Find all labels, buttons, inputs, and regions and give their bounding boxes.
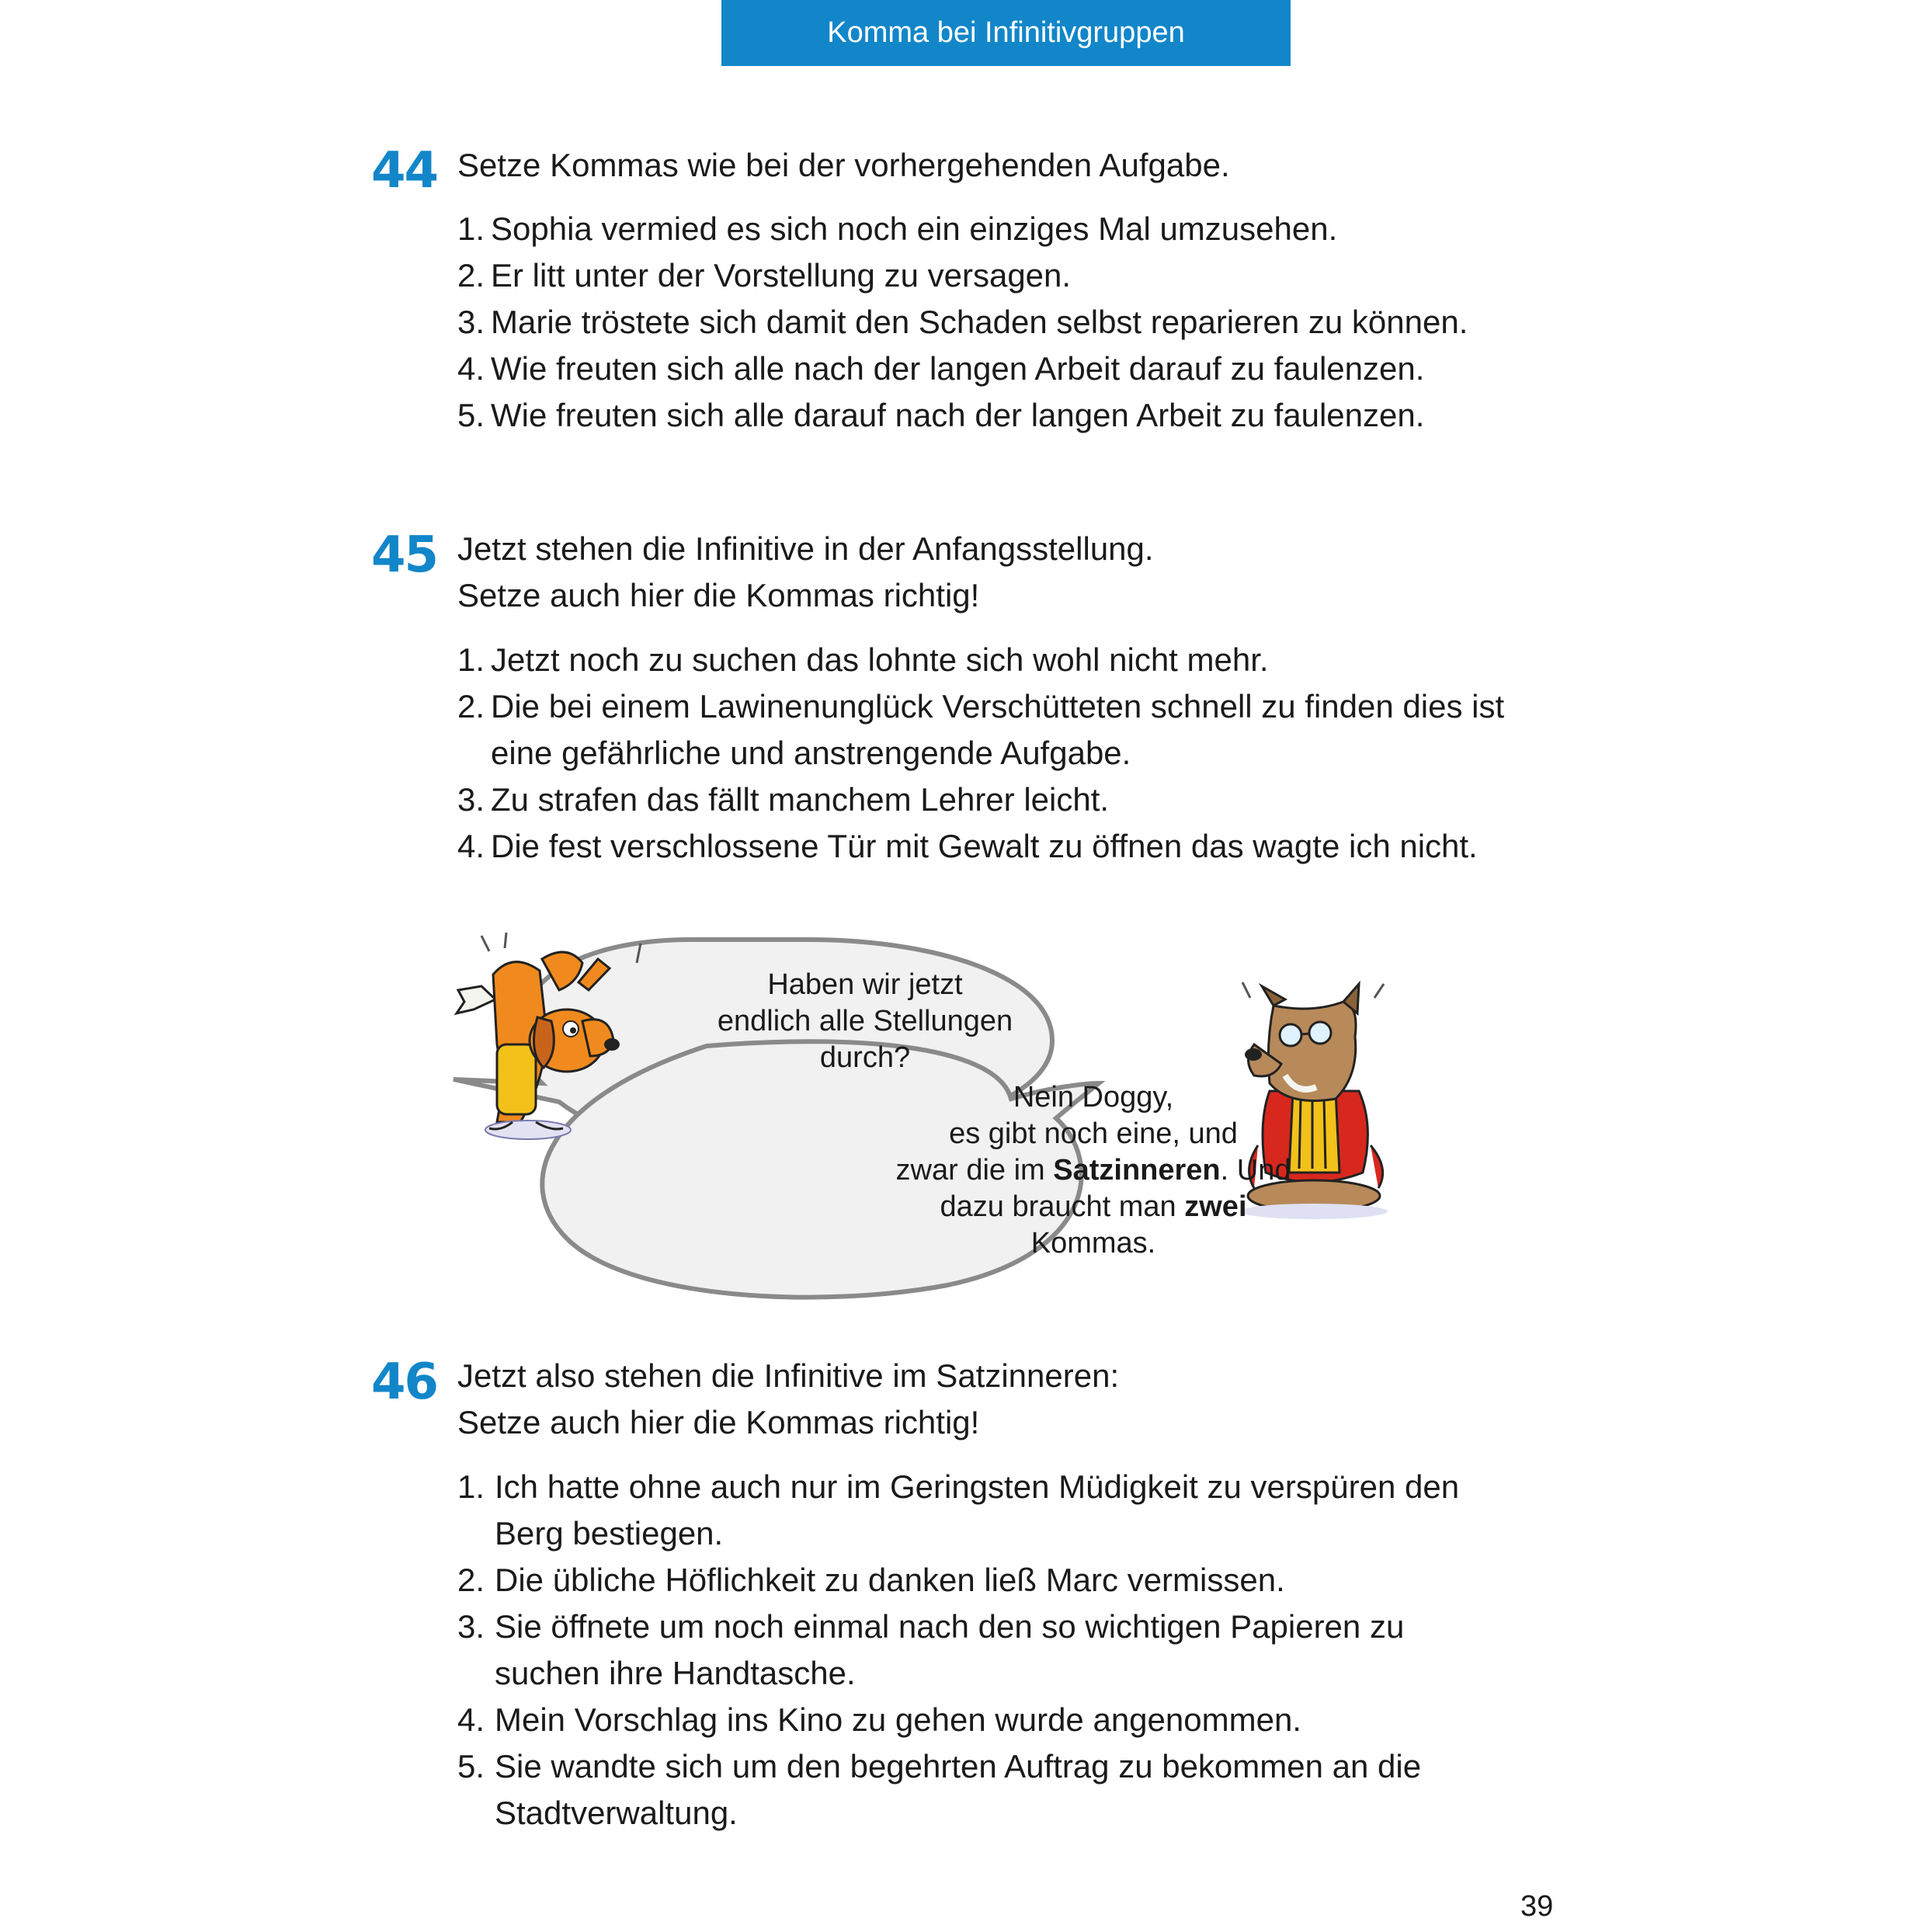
item-text: Marie tröstete sich damit den Schaden selbst reparieren zu können. — [491, 304, 1468, 340]
exercise-number-45: 45 — [371, 526, 438, 584]
item-text: Wie freuten sich alle darauf nach der langen Arbeit zu faulenzen. — [491, 397, 1425, 433]
item-text-continued: eine gefährliche und anstrengende Aufgabe. — [491, 735, 1131, 771]
item-text: Zu strafen das fällt manchem Lehrer leicht. — [491, 781, 1110, 818]
speech-emphasis: zwei — [1184, 1190, 1247, 1223]
item-number: 2. — [457, 257, 485, 294]
instruction-line: Jetzt also stehen die Infinitive im Satzinneren: — [457, 1357, 1120, 1394]
item-text: Er litt unter der Vorstellung zu versagen. — [491, 257, 1072, 294]
speech-text-right — [860, 1079, 1326, 1262]
speech-text-left — [674, 967, 1056, 1076]
list-item — [457, 777, 1504, 823]
item-text: Sophia vermied es sich noch ein einziges Mal umzusehen. — [491, 210, 1338, 247]
speech-line: es gibt noch eine, und — [949, 1117, 1238, 1150]
exercise-46-instruction — [457, 1353, 1119, 1446]
item-text: Ich hatte ohne auch nur im Geringsten Müdigkeit zu verspüren den — [495, 1468, 1460, 1505]
exercise-46-list — [457, 1464, 1459, 1836]
item-number: 1. — [457, 1468, 485, 1505]
speech-line: Kommas. — [1030, 1227, 1156, 1260]
section-title: Komma bei Infinitivgruppen — [827, 16, 1185, 49]
speech-line: . Und — [1220, 1154, 1291, 1187]
list-item — [457, 1604, 1459, 1697]
instruction-line: Setze auch hier die Kommas richtig! — [457, 1404, 980, 1440]
speech-line: endlich alle Stellungen — [717, 1005, 1013, 1037]
list-item — [457, 206, 1468, 252]
item-text: Mein Vorschlag ins Kino zu gehen wurde angenommen. — [495, 1701, 1301, 1738]
list-item — [457, 299, 1468, 346]
speech-line: zwar die im — [895, 1154, 1054, 1187]
item-number: 4. — [457, 1701, 485, 1738]
instruction-line: Jetzt stehen die Infinitive in der Anfangsstellung. — [457, 530, 1154, 567]
list-item — [457, 346, 1468, 392]
item-text: Jetzt noch zu suchen das lohnte sich wohl nicht mehr. — [491, 641, 1269, 678]
exercise-44-list — [457, 206, 1468, 439]
item-text-continued: Berg bestiegen. — [495, 1515, 724, 1552]
item-number: 3. — [457, 304, 485, 340]
item-number: 3. — [457, 781, 485, 818]
list-item — [457, 637, 1504, 683]
list-item — [457, 1557, 1459, 1604]
list-item — [457, 252, 1468, 299]
speech-emphasis: Satzinneren — [1053, 1154, 1221, 1187]
list-item — [457, 1464, 1459, 1557]
item-number: 4. — [457, 350, 485, 387]
exercise-44-instruction — [457, 142, 1230, 189]
list-item — [457, 823, 1504, 870]
item-number: 5. — [457, 397, 485, 433]
item-text: Die übliche Höflichkeit zu danken ließ Marc vermissen. — [495, 1562, 1285, 1598]
item-number: 5. — [457, 1748, 485, 1784]
exercise-number-46: 46 — [371, 1353, 438, 1411]
exercise-45-instruction — [457, 526, 1154, 619]
item-number: 2. — [457, 688, 485, 724]
speech-line: Haben wir jetzt — [767, 968, 963, 1001]
item-text: Sie wandte sich um den begehrten Auftrag zu bekommen an die — [495, 1748, 1422, 1784]
instruction-line: Setze auch hier die Kommas richtig! — [457, 577, 980, 613]
item-text-continued: suchen ihre Handtasche. — [495, 1655, 856, 1691]
item-text: Die fest verschlossene Tür mit Gewalt zu öffnen das wagte ich nicht. — [491, 828, 1478, 864]
item-number: 4. — [457, 828, 485, 864]
item-text: Sie öffnete um noch einmal nach den so wichtigen Papieren zu — [495, 1608, 1405, 1645]
item-number: 1. — [457, 210, 485, 247]
list-item — [457, 1697, 1459, 1743]
speech-line: dazu braucht man — [940, 1190, 1185, 1223]
page-number: 39 — [1520, 1890, 1554, 1923]
speech-line: Nein Doggy, — [1013, 1081, 1174, 1114]
item-text: Die bei einem Lawinenunglück Verschütteten schnell zu finden dies ist — [491, 688, 1505, 724]
item-number: 3. — [457, 1608, 485, 1645]
item-text: Wie freuten sich alle nach der langen Arbeit darauf zu faulenzen. — [491, 350, 1425, 387]
list-item — [457, 1743, 1459, 1836]
item-number: 2. — [457, 1562, 485, 1598]
instruction-line: Setze Kommas wie bei der vorhergehenden Aufgabe. — [457, 147, 1230, 183]
section-header-tab — [721, 0, 1291, 66]
item-number: 1. — [457, 641, 485, 678]
item-text-continued: Stadtverwaltung. — [495, 1795, 738, 1831]
list-item — [457, 683, 1504, 777]
list-item — [457, 392, 1468, 439]
exercise-45-list — [457, 637, 1504, 870]
speech-line: durch? — [819, 1041, 911, 1074]
exercise-number-44: 44 — [371, 142, 438, 200]
